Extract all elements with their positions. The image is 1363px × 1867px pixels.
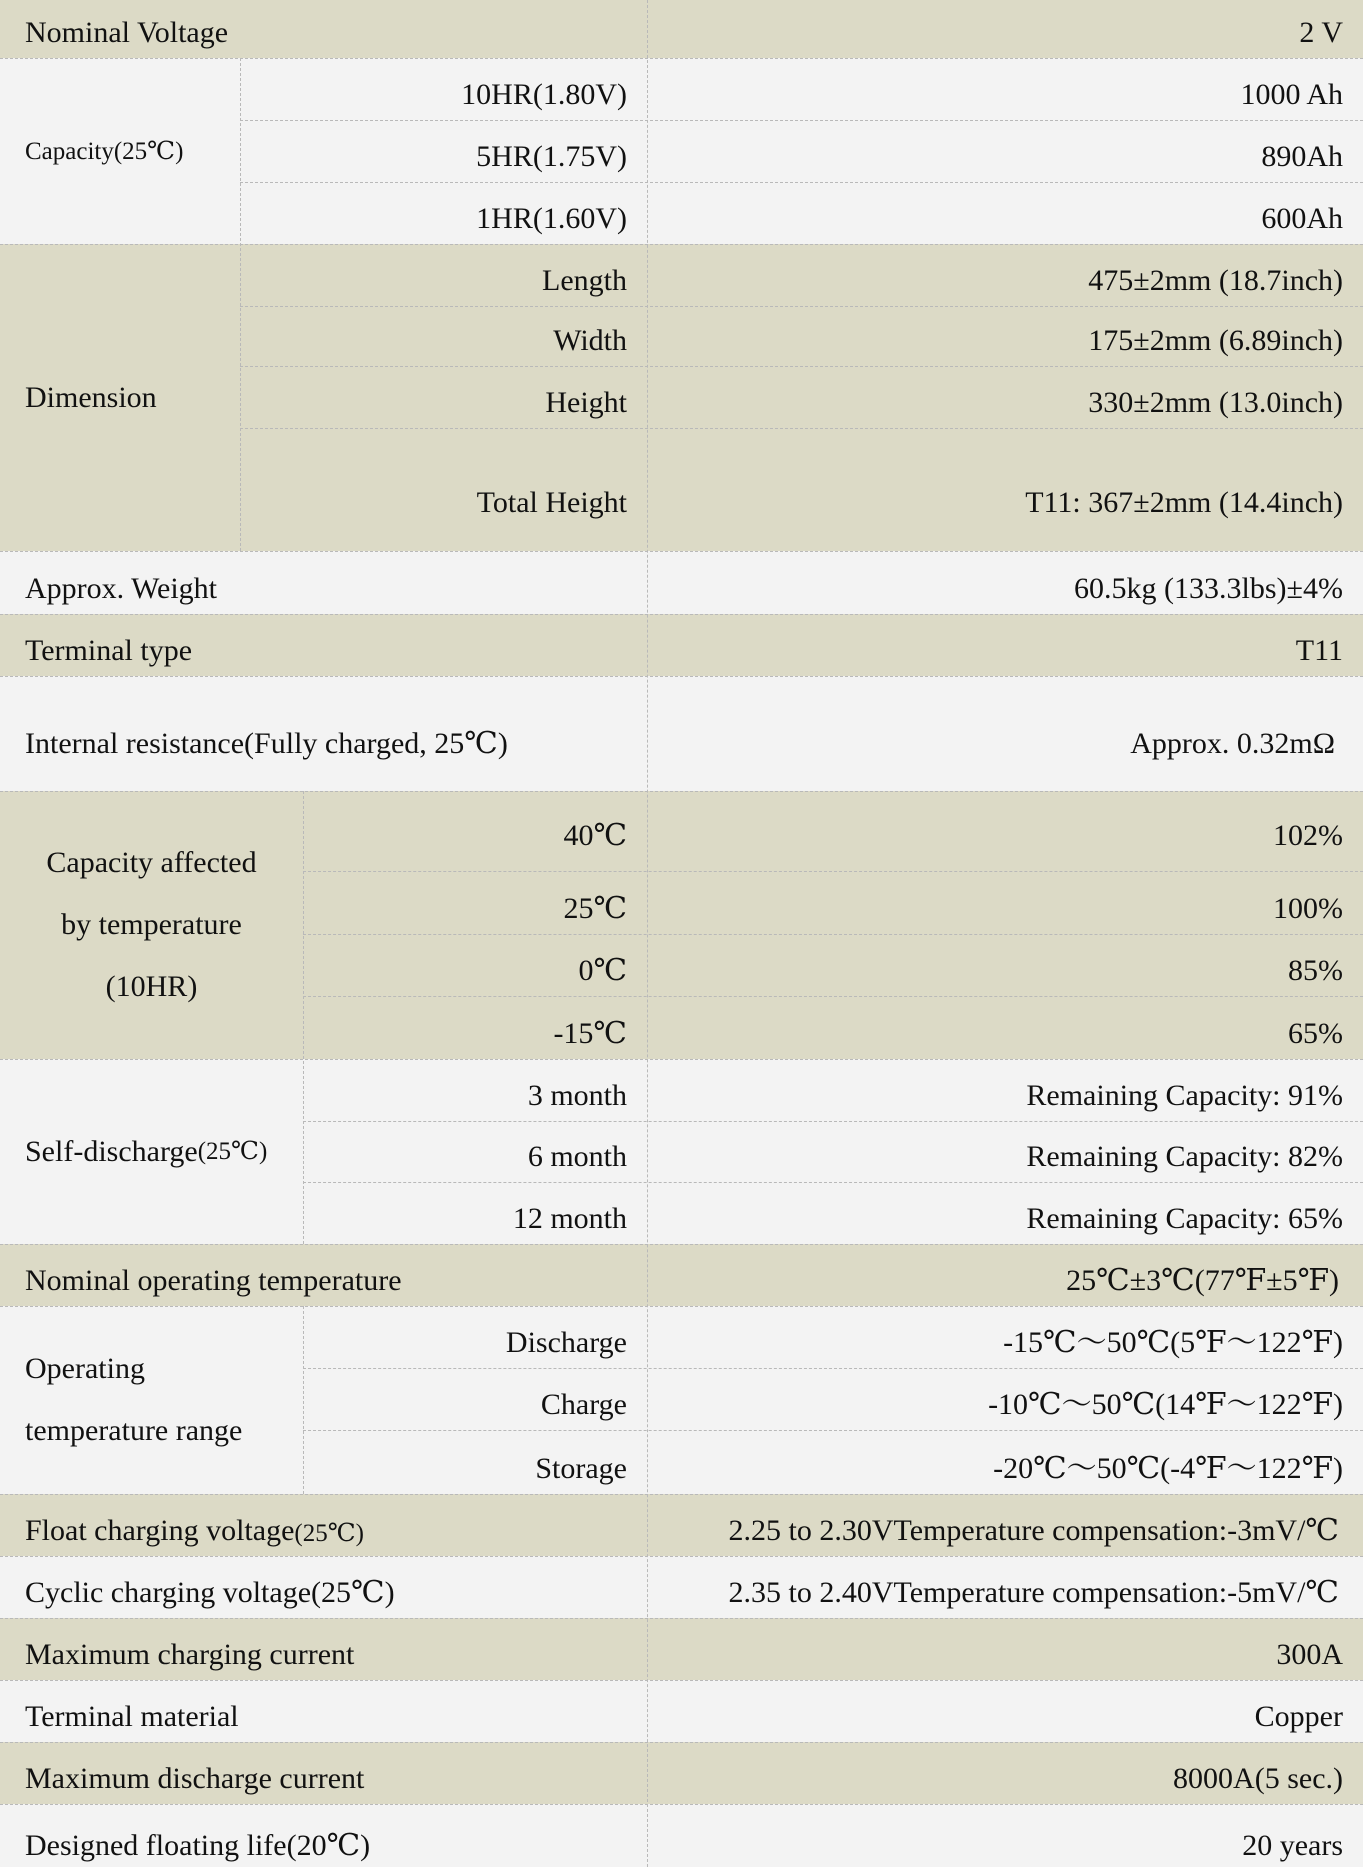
row-divider: [0, 1306, 1363, 1307]
operating-temperature-storage-label: Storage: [303, 1430, 647, 1494]
row-divider: [0, 614, 1363, 615]
capacity-temperature-minus15c-value: 65%: [647, 996, 1363, 1059]
subrow-divider: [303, 871, 1363, 872]
subrow-divider: [303, 934, 1363, 935]
subrow-divider: [240, 428, 1363, 429]
row-divider: [0, 58, 1363, 59]
self-discharge-label-text: Self-discharge: [25, 1134, 198, 1168]
dimension-width-value: 175±2mm (6.89inch): [647, 306, 1363, 366]
dimension-height-value: 330±2mm (13.0inch): [647, 366, 1363, 428]
approx-weight-value: 60.5kg (133.3lbs)±4%: [647, 551, 1363, 614]
dimension-height-label: Height: [240, 366, 647, 428]
capacity-temperature-0c-label: 0℃: [303, 934, 647, 996]
row-divider: [0, 1742, 1363, 1743]
terminal-material-value: Copper: [647, 1680, 1363, 1742]
terminal-type-label: Terminal type: [0, 614, 647, 676]
dimension-length-label: Length: [240, 244, 647, 306]
row-divider: [0, 551, 1363, 552]
row-divider: [0, 1059, 1363, 1060]
operating-temperature-charge-label: Charge: [303, 1368, 647, 1430]
capacity-temperature-25c-label: 25℃: [303, 871, 647, 934]
dimension-length-value: 475±2mm (18.7inch): [647, 244, 1363, 306]
nominal-operating-temperature-label: Nominal operating temperature: [0, 1244, 647, 1306]
operating-temperature-charge-value: -10℃～50℃(14℉～122℉): [647, 1368, 1363, 1430]
capacity-label: Capacity(25℃): [0, 58, 240, 244]
nominal-voltage-label: Nominal Voltage: [0, 0, 647, 58]
self-discharge-12-month-value: Remaining Capacity: 65%: [647, 1182, 1363, 1244]
maximum-charging-current-value: 300A: [647, 1618, 1363, 1680]
internal-resistance-value: Approx. 0.32mΩ: [647, 676, 1363, 791]
capacity-temperature-minus15c-label: -15℃: [303, 996, 647, 1059]
maximum-discharge-current-label: Maximum discharge current: [0, 1742, 647, 1804]
temperature-self-discharge-subcolumn-divider: [303, 791, 304, 1244]
row-divider: [0, 1804, 1363, 1805]
self-discharge-3-month-value: Remaining Capacity: 91%: [647, 1059, 1363, 1121]
internal-resistance-label: Internal resistance(Fully charged, 25℃): [0, 676, 647, 791]
self-discharge-12-month-label: 12 month: [303, 1182, 647, 1244]
subrow-divider: [240, 120, 1363, 121]
operating-temperature-range-label-line-2: temperature range: [25, 1414, 243, 1447]
dimension-width-label: Width: [240, 306, 647, 366]
self-discharge-6-month-label: 6 month: [303, 1121, 647, 1182]
operating-temperature-discharge-label: Discharge: [303, 1306, 647, 1368]
cyclic-charging-voltage-value: 2.35 to 2.40VTemperature compensation:-5mV/℃: [647, 1556, 1363, 1618]
capacity-value-1hr: 600Ah: [647, 182, 1363, 244]
row-divider: [0, 244, 1363, 245]
dimension-total-height-label: Total Height: [240, 428, 647, 551]
row-divider: [0, 1494, 1363, 1495]
subrow-divider: [240, 182, 1363, 183]
dimension-label: Dimension: [0, 244, 240, 551]
capacity-temperature-0c-value: 85%: [647, 934, 1363, 996]
capacity-temperature-label-line-2: by temperature: [61, 908, 242, 941]
capacity-temperature-label-lines: [46, 832, 256, 1018]
operating-temperature-storage-value: -20℃～50℃(-4℉～122℉): [647, 1430, 1363, 1494]
capacity-temperature-40c-label: 40℃: [303, 791, 647, 871]
row-divider: [0, 791, 1363, 792]
designed-floating-life-label: Designed floating life(20℃): [0, 1804, 647, 1867]
operating-range-subcolumn-divider: [303, 1306, 304, 1494]
subrow-divider: [303, 1430, 1363, 1431]
capacity-value-5hr: 890Ah: [647, 120, 1363, 182]
self-discharge-6-month-value: Remaining Capacity: 82%: [647, 1121, 1363, 1182]
capacity-temperature-25c-value: 100%: [647, 871, 1363, 934]
operating-temperature-range-label-lines: [25, 1338, 242, 1462]
self-discharge-label: [0, 1059, 303, 1244]
row-divider: [0, 1556, 1363, 1557]
capacity-dimension-subcolumn-divider: [240, 58, 241, 551]
subrow-divider: [303, 1121, 1363, 1122]
maximum-discharge-current-value: 8000A(5 sec.): [647, 1742, 1363, 1804]
nominal-voltage-value: 2 V: [647, 0, 1363, 58]
designed-floating-life-value: 20 years: [647, 1804, 1363, 1867]
terminal-type-value: T11: [647, 614, 1363, 676]
float-charging-voltage-label-text: Float charging voltage: [25, 1514, 295, 1547]
operating-temperature-range-label: [0, 1306, 303, 1494]
nominal-operating-temperature-value: 25℃±3℃(77℉±5℉): [647, 1244, 1363, 1306]
operating-temperature-discharge-value: -15℃～50℃(5℉～122℉): [647, 1306, 1363, 1368]
approx-weight-label: Approx. Weight: [0, 551, 647, 614]
terminal-material-label: Terminal material: [0, 1680, 647, 1742]
capacity-temperature-label-line-1: Capacity affected: [46, 846, 257, 879]
row-divider: [0, 676, 1363, 677]
float-charging-voltage-label: [0, 1494, 647, 1556]
dimension-total-height-value: T11: 367±2mm (14.4inch): [647, 428, 1363, 551]
capacity-value-10hr: 1000 Ah: [647, 58, 1363, 120]
cyclic-charging-voltage-label: Cyclic charging voltage(25℃): [0, 1556, 647, 1618]
row-divider: [0, 1244, 1363, 1245]
maximum-charging-current-label: Maximum charging current: [0, 1618, 647, 1680]
self-discharge-3-month-label: 3 month: [303, 1059, 647, 1121]
subrow-divider: [240, 306, 1363, 307]
subrow-divider: [303, 996, 1363, 997]
operating-temperature-range-label-line-1: Operating: [25, 1352, 145, 1385]
row-divider: [0, 1618, 1363, 1619]
capacity-rate-5hr: 5HR(1.75V): [240, 120, 647, 182]
row-divider: [0, 1680, 1363, 1681]
capacity-temperature-40c-value: 102%: [647, 791, 1363, 871]
float-charging-voltage-label-suffix: (25℃): [294, 1520, 365, 1547]
capacity-rate-1hr: 1HR(1.60V): [240, 182, 647, 244]
self-discharge-label-suffix: (25℃): [197, 1138, 268, 1165]
capacity-temperature-label-line-3: (10HR): [105, 970, 198, 1003]
subrow-divider: [303, 1368, 1363, 1369]
subrow-divider: [240, 366, 1363, 367]
capacity-rate-10hr: 10HR(1.80V): [240, 58, 647, 120]
subrow-divider: [303, 1182, 1363, 1183]
float-charging-voltage-value: 2.25 to 2.30VTemperature compensation:-3mV/℃: [647, 1494, 1363, 1556]
capacity-temperature-label: [0, 791, 303, 1059]
